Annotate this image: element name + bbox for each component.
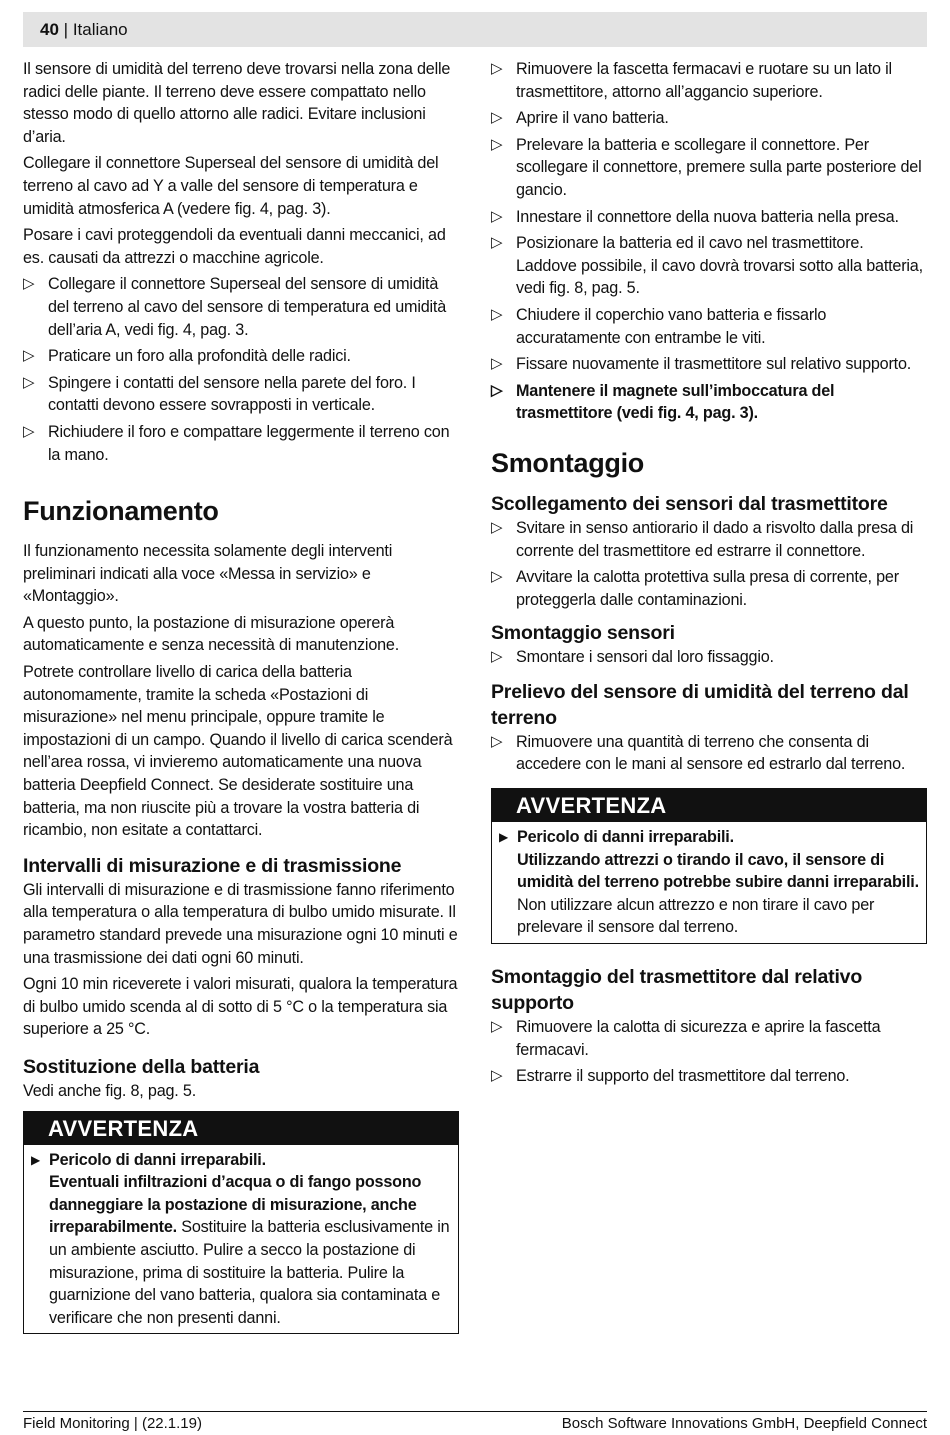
triangle-icon: ▷ bbox=[23, 422, 35, 440]
triangle-icon: ▷ bbox=[491, 207, 503, 225]
triangle-icon: ▷ bbox=[491, 732, 503, 750]
left-column bbox=[23, 58, 459, 1334]
paragraph: Ogni 10 min riceverete i valori misurati, qualora la temperatura di bulbo umido scenda al di sotto di 5 °C o la temperatura sia superiore a 25 °C. bbox=[23, 975, 458, 1039]
step-text: Fissare nuovamente il trasmettitore sul relativo supporto. bbox=[516, 355, 912, 374]
triangle-icon: ▷ bbox=[23, 347, 35, 365]
step-text: Spingere i contatti del sensore nella parete del foro. I contatti devono essere sovrapposti in verticale. bbox=[48, 373, 416, 415]
step-text: Innestare il connettore della nuova batteria nella presa. bbox=[516, 207, 899, 226]
triangle-icon: ▷ bbox=[491, 1067, 503, 1085]
step-text: Richiudere il foro e compattare leggermente il terreno con la mano. bbox=[48, 422, 450, 464]
step-text: Praticare un foro alla profondità delle radici. bbox=[48, 347, 351, 366]
footer-right: Bosch Software Innovations GmbH, Deepfield Connect bbox=[561, 1415, 927, 1432]
arrow-right-icon: ▶ bbox=[31, 1152, 41, 1167]
page-footer bbox=[23, 1411, 927, 1432]
step-text: Rimuovere la fascetta fermacavi e ruotare su un lato il trasmettitore, attorno all’aggancio superiore. bbox=[516, 60, 892, 101]
warning-headline: Pericolo di danni irreparabili. bbox=[517, 828, 734, 847]
paragraph: Il funzionamento necessita solamente degli interventi preliminari indicati alla voce «Messa in servizio» e «Montaggio». bbox=[23, 542, 393, 606]
page-label bbox=[40, 20, 128, 40]
step-item bbox=[491, 232, 927, 300]
step-item bbox=[491, 58, 927, 103]
warning-title: AVVERTENZA bbox=[24, 1112, 458, 1145]
step-item bbox=[491, 107, 927, 130]
triangle-icon: ▷ bbox=[491, 135, 503, 153]
step-item bbox=[491, 206, 927, 229]
subsection-title-batteria: Sostituzione della batteria bbox=[23, 1055, 260, 1078]
triangle-icon: ▷ bbox=[491, 234, 503, 252]
paragraph: Il sensore di umidità del terreno deve trovarsi nella zona delle radici delle piante. Il terreno deve essere compattato nello stesso modo di quello attorno alle radici. Evitare inclusioni d’aria. bbox=[23, 60, 451, 146]
subsection-title-trasmettitore: Smontaggio del trasmettitore dal relativo supporto bbox=[491, 966, 863, 1015]
triangle-icon: ▷ bbox=[491, 1018, 503, 1036]
step-text: Svitare in senso antiorario il dado a risvolto dalla presa di corrente del trasmettitore ed estrarre il connettore. bbox=[516, 518, 914, 560]
paragraph: Gli intervalli di misurazione e di trasmissione fanno riferimento alla temperatura o alla temperatura di bulbo umido misurate. Il parametro standard prevede una misurazione ogni 10 minuti e una trasmissione dei dati ogni 60 minuti. bbox=[23, 880, 458, 967]
step-item bbox=[491, 134, 927, 202]
step-text: Avvitare la calotta protettiva sulla presa di corrente, per proteggerla dalle contaminazioni. bbox=[516, 568, 899, 609]
step-text: Chiudere il coperchio vano batteria e fissarlo accuratamente con entrambe le viti. bbox=[516, 305, 827, 347]
step-text: Collegare il connettore Superseal del sensore di umidità del terreno al cavo del sensore di temperatura ed umidità dell’aria A, vedi fig. 4, pag. 3. bbox=[48, 275, 447, 339]
paragraph: A questo punto, la postazione di misurazione opererà automaticamente e senza necessità di manutenzione. bbox=[23, 613, 400, 655]
arrow-right-icon: ▶ bbox=[499, 830, 509, 845]
language-label: Italiano bbox=[72, 20, 128, 39]
step-text: Rimuovere una quantità di terreno che consenta di accedere con le mani al sensore ed estrarlo dal terreno. bbox=[516, 732, 906, 774]
warning-box bbox=[491, 788, 927, 944]
section-title-smontaggio: Smontaggio bbox=[491, 447, 644, 478]
step-item bbox=[491, 566, 927, 611]
triangle-icon: ▷ bbox=[491, 109, 503, 127]
step-text: Estrarre il supporto del trasmettitore dal terreno. bbox=[516, 1067, 850, 1086]
subsection-title-sensori: Smontaggio sensori bbox=[491, 622, 675, 645]
header-separator: | bbox=[63, 20, 69, 39]
triangle-icon: ▷ bbox=[23, 373, 35, 391]
paragraph: Potrete controllare livello di carica della batteria autonomamente, tramite la scheda «Postazioni di misurazione» nel menu principale, oppure tramite le impostazioni di un campo. Quando il livello di carica scenderà nell’area rossa, vi invieremo automaticamente una nuova batteria Deepfield Connect. Se desiderate sostituire una batteria, ma non riuscite più a trovare la vostra batteria di ricambio, non esitate a contattarci. bbox=[23, 663, 453, 840]
triangle-icon: ▷ bbox=[491, 305, 503, 323]
triangle-icon: ▷ bbox=[491, 568, 503, 586]
step-item bbox=[23, 372, 459, 417]
right-column bbox=[491, 58, 927, 1092]
triangle-icon: ▷ bbox=[491, 355, 503, 373]
step-item bbox=[23, 273, 459, 341]
step-item bbox=[491, 1016, 927, 1061]
step-item bbox=[491, 304, 927, 349]
step-text: Aprire il vano batteria. bbox=[516, 109, 669, 128]
triangle-icon: ▷ bbox=[23, 275, 35, 293]
step-item bbox=[491, 1065, 927, 1088]
warning-text: Non utilizzare alcun attrezzo e non tirare il cavo per prelevare il sensore dal terreno. bbox=[517, 895, 875, 937]
step-text: Prelevare la batteria e scollegare il connettore. Per scollegare il connettore, premere sulla parte posteriore del gancio. bbox=[516, 135, 922, 199]
step-item bbox=[491, 353, 927, 376]
step-text: Posizionare la batteria ed il cavo nel trasmettitore. Laddove possibile, il cavo dovrà trovarsi sotto alla batteria, vedi fig. 8, pag. 5. bbox=[516, 234, 923, 298]
step-item bbox=[491, 731, 927, 776]
step-text: Mantenere il magnete sull’imboccatura del trasmettitore (vedi fig. 4, pag. 3). bbox=[516, 381, 835, 423]
paragraph: Posare i cavi proteggendoli da eventuali danni meccanici, ad es. causati da attrezzi o macchine agricole. bbox=[23, 226, 446, 267]
warning-headline: Pericolo di danni irreparabili. bbox=[49, 1150, 266, 1169]
warning-body bbox=[24, 1145, 458, 1334]
page-number: 40 bbox=[40, 20, 59, 39]
subsection-title-prelievo: Prelievo del sensore di umidità del terreno dal terreno bbox=[491, 680, 909, 729]
paragraph: Vedi anche fig. 8, pag. 5. bbox=[23, 1081, 196, 1100]
step-text: Smontare i sensori dal loro fissaggio. bbox=[516, 648, 774, 667]
subsection-title-intervalli: Intervalli di misurazione e di trasmissione bbox=[23, 854, 402, 877]
section-title-funzionamento: Funzionamento bbox=[23, 496, 219, 527]
step-item-bold bbox=[491, 380, 927, 425]
warning-emphasis: Utilizzando attrezzi o tirando il cavo, il sensore di umidità del terreno potrebbe subire danni irreparabili. bbox=[517, 850, 919, 892]
warning-box bbox=[23, 1111, 459, 1335]
warning-body bbox=[492, 822, 926, 943]
warning-emphasis: Eventuali infiltrazioni d’acqua o di fango possono danneggiare la postazione di misurazione, anche irreparabilmente. bbox=[49, 1173, 422, 1237]
triangle-icon: ▷ bbox=[491, 648, 503, 666]
step-item bbox=[23, 421, 459, 466]
step-text: Rimuovere la calotta di sicurezza e aprire la fascetta fermacavi. bbox=[516, 1018, 881, 1059]
footer-left: Field Monitoring | (22.1.19) bbox=[23, 1415, 202, 1432]
triangle-icon: ▷ bbox=[491, 518, 503, 536]
warning-text: Sostituire la batteria esclusivamente in un ambiente asciutto. Pulire a secco la postazione di misurazione, prima di sostituire la batteria. Pulire la guarnizione del vano batteria, qualora sia contaminata e verificare che non presenti danni. bbox=[49, 1218, 450, 1327]
warning-title: AVVERTENZA bbox=[492, 789, 926, 822]
step-item bbox=[491, 517, 927, 562]
step-item bbox=[23, 345, 459, 368]
step-item bbox=[491, 646, 927, 669]
subsection-title-scollegamento: Scollegamento dei sensori dal trasmettitore bbox=[491, 492, 888, 515]
page-header bbox=[23, 12, 927, 47]
triangle-icon: ▷ bbox=[491, 60, 503, 77]
triangle-icon: ▷ bbox=[491, 381, 503, 399]
paragraph: Collegare il connettore Superseal del sensore di umidità del terreno al cavo ad Y a valle del sensore di temperatura e umidità atmosferica A (vedere fig. 4, pag. 3). bbox=[23, 154, 439, 218]
